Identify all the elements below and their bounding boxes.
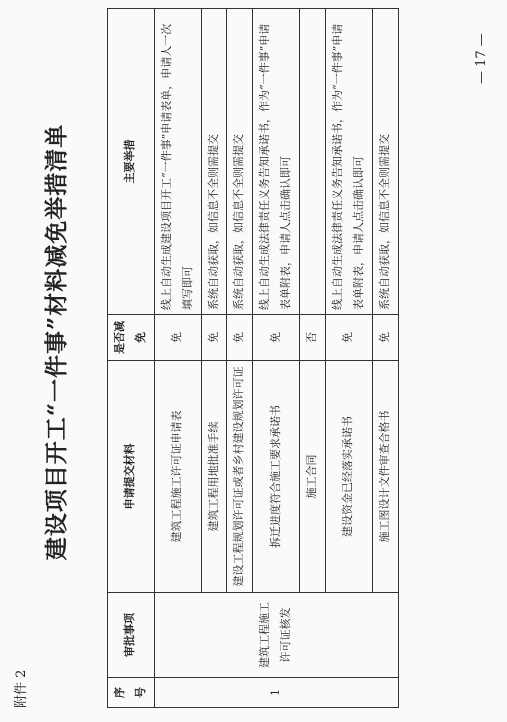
document-title: 建设项目开工“一件事”材料减免举措清单 <box>43 123 70 561</box>
material-cell: 施工合同 <box>300 361 326 593</box>
header-exempt: 是否减免 <box>108 315 155 361</box>
material-cell: 建筑工程用地批准手续 <box>201 361 227 593</box>
attachment-label: 附件 2 <box>14 669 29 708</box>
exempt-cell: 免 <box>227 315 253 361</box>
exempt-cell: 免 <box>372 315 398 361</box>
table-header-row <box>108 9 155 708</box>
group-no: 1 <box>154 678 398 708</box>
measures-cell: 线上自动生成法律责任义务告知承诺书，作为“一件事”申请表单附表，申请人点击确认即可 <box>253 9 300 315</box>
page-number: — 17 — <box>474 33 489 84</box>
measures-table <box>107 8 399 708</box>
header-material: 申请提交材料 <box>108 361 155 593</box>
exempt-cell: 免 <box>201 315 227 361</box>
measures-cell: 系统自动获取，如信息不全则需提交 <box>227 9 253 315</box>
exempt-cell: 否 <box>300 315 326 361</box>
exempt-cell: 免 <box>326 315 373 361</box>
table-row <box>154 9 201 708</box>
header-measures: 主要举措 <box>108 9 155 315</box>
measures-cell <box>300 9 326 315</box>
header-item: 审批事项 <box>108 593 155 678</box>
header-no: 序号 <box>108 678 155 708</box>
material-cell: 施工图设计文件审查合格书 <box>372 361 398 593</box>
exempt-cell: 免 <box>253 315 300 361</box>
measures-cell: 线上自动生成法律责任义务告知承诺书，作为“一件事”申请表单附表，申请人点击确认即可 <box>326 9 373 315</box>
material-cell: 建设资金已经落实承诺书 <box>326 361 373 593</box>
material-cell: 建筑工程施工许可证申请表 <box>154 361 201 593</box>
measures-cell: 系统自动获取，如信息不全则需提交 <box>372 9 398 315</box>
material-cell: 拆迁进度符合施工要求承诺书 <box>253 361 300 593</box>
exempt-cell: 免 <box>154 315 201 361</box>
material-cell: 建设工程规划许可证或者乡村建设规划许可证 <box>227 361 253 593</box>
measures-cell: 线上自动生成建设项目开工“一件事”申请表单，申请人一次填写即可 <box>154 9 201 315</box>
measures-cell: 系统自动获取，如信息不全则需提交 <box>201 9 227 315</box>
group-item: 建筑工程施工许可证核发 <box>154 593 398 678</box>
